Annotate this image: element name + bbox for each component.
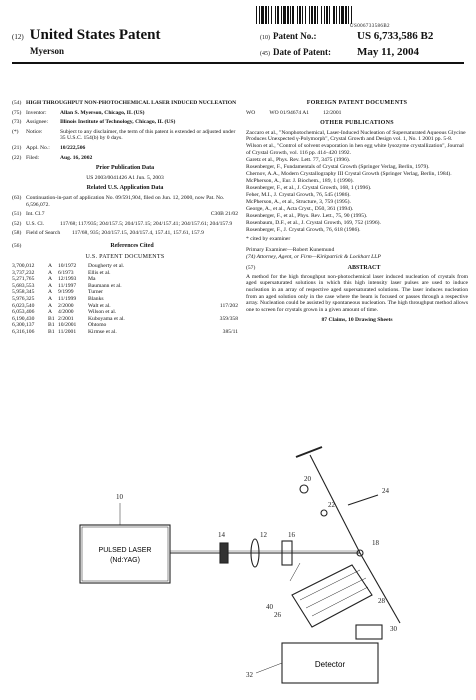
reference-row bbox=[12, 329, 238, 336]
reference-cell: 385/11 bbox=[222, 329, 238, 336]
reference-cell: Blanks bbox=[88, 296, 104, 303]
filed-field: (22) Filed: Aug. 16, 2002 bbox=[12, 155, 238, 162]
related-data-heading: Related U.S. Application Data bbox=[86, 185, 164, 192]
publication-entry: McPherson, A., et al., Structure, 3, 759 (1995). bbox=[246, 198, 351, 205]
reference-cell: 2/2000 bbox=[58, 302, 74, 309]
reference-cell: A bbox=[48, 302, 53, 309]
figure-reference-numeral: 20 bbox=[304, 475, 311, 483]
reference-cell: 5,271,765 bbox=[12, 276, 35, 283]
reference-cell: Dougherty et al. bbox=[88, 263, 125, 270]
abstract-heading: ABSTRACT bbox=[347, 265, 381, 272]
reference-cell: Turner bbox=[88, 289, 104, 296]
patent-number-label: Patent No.: bbox=[273, 31, 317, 41]
detector-head bbox=[356, 625, 382, 639]
related-application: Continuation-in-part of application No. 09/591,904, filed on Jun. 12, 2000, now Pat. No. 6,596,072. bbox=[26, 194, 225, 208]
mirror bbox=[296, 447, 322, 457]
filed-date: Aug. 16, 2002 bbox=[60, 154, 93, 161]
reference-row bbox=[12, 296, 238, 303]
publication-entry: Rosenberger, F., J. Crystal Growth, 76, 618 (1986). bbox=[246, 226, 361, 233]
reference-cell: A bbox=[48, 282, 53, 289]
us-cl-field: (52) U.S. Cl. 117/68; 117/935; 204/157.5; 204/157.15; 204/157.41; 204/157.61; 204/157.9 bbox=[12, 221, 238, 228]
publication-entry: Rosenbaum, D.F., et al., J. Crystal Growth, 169, 752 (1996). bbox=[246, 219, 381, 226]
reference-cell: 4/2000 bbox=[58, 309, 74, 316]
reference-cell: 6,300,137 bbox=[12, 322, 35, 329]
reference-cell: Kuboyama et al. bbox=[88, 315, 125, 322]
reference-cell: A bbox=[48, 289, 53, 296]
application-number: 10/222,506 bbox=[60, 144, 86, 151]
reference-cell: 5,958,345 bbox=[12, 289, 35, 296]
publications-column bbox=[246, 100, 468, 324]
figure-reference-numeral: 28 bbox=[378, 597, 385, 605]
optic-mount-b bbox=[321, 510, 327, 516]
splitter-arm bbox=[348, 495, 378, 505]
reference-cell: Ellis et al. bbox=[88, 269, 111, 276]
publication-entry: Rosenberger, F., et al., Phys. Rev. Lett., 75, 90 (1995). bbox=[246, 212, 368, 219]
publication-entry: Zaccaro et al., "Nonphotochemical, Laser-Induced Nucleation of Supersaturated Aqueous Glycine Produces Unexpected γ-Polymorph", Crystal Growth and Design vol. 1, No. 1 2001 pp. 5-8. bbox=[246, 129, 466, 143]
patent-number: US 6,733,586 B2 bbox=[357, 30, 434, 42]
reference-cell: 3,700,012 bbox=[12, 263, 35, 270]
reference-cell: 6,190,430 bbox=[12, 315, 35, 322]
laser-label: PULSED LASER bbox=[98, 547, 152, 554]
reference-row bbox=[12, 289, 238, 296]
figure-reference-numeral: 22 bbox=[328, 501, 335, 509]
reference-cell: 6,023,540 bbox=[12, 302, 35, 309]
representative-drawing bbox=[60, 395, 440, 695]
application-number-field: (21) Appl. No.: 10/222,506 bbox=[12, 145, 238, 152]
publication-list bbox=[246, 130, 468, 234]
figure-reference-numeral: 40 bbox=[266, 603, 273, 611]
inventor-short: Myerson bbox=[30, 46, 64, 56]
attorney: (74) Attorney, Agent, or Firm—Kirkpatrick & Lockhart LLP bbox=[246, 253, 381, 260]
header-rule bbox=[12, 62, 464, 64]
primary-examiner: Primary Examiner—Robert Kunemund bbox=[246, 246, 335, 253]
reference-row bbox=[12, 270, 238, 277]
figure-reference-numeral: 12 bbox=[260, 531, 267, 539]
publication-entry: Chernov, A.A., Modern Crystallography III Crystal Growth (Springer Verlag, Berlin, 1984). bbox=[246, 170, 452, 177]
reference-cell: Wilson et al. bbox=[88, 309, 117, 316]
foreign-cell: WO 01/94674 A1 bbox=[269, 109, 310, 116]
document-type: United States Patent bbox=[29, 27, 161, 43]
title-field: (54) HIGH THROUGHPUT NON-PHOTOCHEMICAL LASER INDUCED NUCLEATION bbox=[12, 100, 237, 106]
related-application-field: (63) Continuation-in-part of application No. 09/591,904, filed on Jun. 12, 2000, now Pat. No. 6,596,072. bbox=[12, 195, 238, 208]
figure-reference-numeral: 18 bbox=[372, 539, 379, 547]
reference-row bbox=[12, 303, 238, 310]
reference-cell: 117/202 bbox=[219, 302, 238, 309]
country-code: (12) bbox=[12, 33, 24, 41]
references-heading: References Cited bbox=[110, 242, 154, 249]
publication-entry: George, A., et al., Acta Cryst., D50, 361 (1994). bbox=[246, 205, 354, 212]
reference-cell: 12/1993 bbox=[58, 276, 77, 283]
reference-cell bbox=[150, 276, 238, 283]
other-publications-heading: OTHER PUBLICATIONS bbox=[320, 120, 394, 127]
reference-row bbox=[12, 283, 238, 290]
foreign-cell: WO bbox=[246, 109, 256, 116]
figure-reference-numeral: 24 bbox=[382, 487, 389, 495]
notice-field: (*) Notice: Subject to any disclaimer, the term of this patent is extended or adjusted under 35 U.S.C. 154(b) by 0 days. bbox=[12, 129, 238, 142]
prior-publication: US 2003/0041426 A1 Jun. 5, 2003 bbox=[86, 174, 164, 181]
reference-cell: A bbox=[48, 309, 53, 316]
reference-cell bbox=[150, 263, 238, 270]
publication-entry: Feher, M.I., J. Crystal Growth, 76, 545 (1986). bbox=[246, 191, 351, 198]
publication-entry: Wilson et al., "Control of solvent evaporation in hen egg white lysozyme crystallization", Journal of Crystal Growth, vol. 116 pp. 414–420 1992. bbox=[246, 143, 464, 156]
patent-date: May 11, 2004 bbox=[357, 46, 420, 58]
reference-cell bbox=[150, 283, 238, 290]
reference-cell bbox=[150, 296, 238, 303]
abstract-text: A method for the high throughput non-photochemical laser induced nucleation of crystals from aged supersaturated solutions in which this high intensity laser pulses are used to induce nucleation in an array of respective aged supersaturated solutions. The laser induces nucleation from an aged solution only in the case where the beam is focused or passes through a respective array. Nucleation could be assisted by spontaneous nucleation. The high throughput method allows one to screen for crystals grown in a given amount of time. bbox=[246, 273, 468, 313]
reference-cell: 11/2001 bbox=[58, 329, 77, 336]
reference-cell: 11/1999 bbox=[58, 296, 77, 303]
us-patent-documents-heading: U.S. PATENT DOCUMENTS bbox=[85, 253, 165, 260]
sample-array-plate bbox=[292, 565, 372, 627]
figure-reference-numeral: 16 bbox=[288, 531, 295, 539]
figure-reference-numeral: 32 bbox=[246, 671, 253, 679]
figure-reference-numeral: 26 bbox=[274, 611, 281, 619]
reference-cell: 11/1997 bbox=[58, 282, 77, 289]
reference-row bbox=[12, 322, 238, 329]
references-heading-row: (56) References Cited bbox=[12, 243, 238, 250]
biblio-column bbox=[12, 100, 238, 336]
field-of-search: 117/68, 935; 204/157.15, 204/157.4, 157.41, 157.61, 157.9 bbox=[72, 230, 204, 237]
invention-title: HIGH THROUGHPUT NON-PHOTOCHEMICAL LASER INDUCED NUCLEATION bbox=[26, 100, 237, 106]
pulsed-laser-box bbox=[80, 525, 170, 583]
reference-cell: 3,737,232 bbox=[12, 269, 35, 276]
reference-cell: A bbox=[48, 269, 53, 276]
inventor: Allan S. Myerson, Chicago, IL (US) bbox=[60, 109, 145, 116]
reference-row bbox=[12, 309, 238, 316]
reference-cell: 2/2001 bbox=[58, 315, 74, 322]
detector-label: Detector bbox=[314, 660, 346, 669]
patent-title-header bbox=[12, 27, 161, 44]
foreign-cell: 12/2001 bbox=[323, 109, 342, 116]
publication-entry: Rosenberger, F., et al., J. Crystal Growth, 168, 1 (1996). bbox=[246, 184, 372, 191]
field-of-search-field: (58) Field of Search 117/68, 935; 204/157.15, 204/157.4, 157.41, 157.61, 157.9 bbox=[12, 230, 238, 237]
int-cl: C30B 21/02 bbox=[210, 211, 238, 218]
patent-date-line: (45) Date of Patent: May 11, 2004 bbox=[260, 46, 420, 58]
notice: Subject to any disclaimer, the term of this patent is extended or adjusted under 35 U.S.C. 154(b) by 0 days. bbox=[60, 128, 236, 142]
patent-date-label: Date of Patent: bbox=[273, 47, 331, 57]
optic-mount-a bbox=[300, 485, 308, 493]
int-cl-field: (51) Int. Cl.7 C30B 21/02 bbox=[12, 211, 238, 218]
us-cl: 117/68; 117/935; 204/157.5; 204/157.15; 204/157.41; 204/157.61; 204/157.9 bbox=[60, 220, 233, 227]
reference-cell bbox=[150, 322, 238, 329]
foreign-row bbox=[246, 110, 468, 117]
cited-by-examiner: * cited by examiner bbox=[246, 236, 291, 243]
patent-number-line: (10) Patent No.: US 6,733,586 B2 bbox=[260, 30, 434, 42]
claims-summary: 87 Claims, 10 Drawing Sheets bbox=[321, 317, 393, 324]
reference-cell: 5,976,325 bbox=[12, 296, 35, 303]
barcode bbox=[256, 6, 464, 24]
foreign-documents-heading: FOREIGN PATENT DOCUMENTS bbox=[306, 100, 408, 106]
reference-cell: B1 bbox=[48, 329, 55, 336]
reference-cell bbox=[150, 270, 238, 277]
publication-entry: Rosenberger, F., Fundamentals of Crystal Growth (Springer Verlag, Berlin, 1979). bbox=[246, 163, 430, 170]
reference-cell: 6,053,406 bbox=[12, 309, 35, 316]
reference-cell: 6,316,106 bbox=[12, 329, 35, 336]
reference-cell: 10/1972 bbox=[58, 263, 77, 270]
reference-cell: 359/358 bbox=[219, 315, 238, 322]
abstract-heading-row: (57) ABSTRACT bbox=[246, 265, 468, 272]
reference-cell: A bbox=[48, 263, 53, 270]
reference-cell: 5,683,553 bbox=[12, 282, 35, 289]
reference-cell: B1 bbox=[48, 322, 55, 329]
reference-cell: 6/1973 bbox=[58, 269, 74, 276]
barcode-number: US006733586B2 bbox=[350, 24, 390, 29]
inventor-field: (75) Inventor: Allan S. Myerson, Chicago, IL (US) bbox=[12, 110, 238, 117]
reference-cell: 10/2001 bbox=[58, 322, 77, 329]
figure-reference-numeral: 10 bbox=[116, 493, 123, 501]
figure-reference-numeral: 14 bbox=[218, 531, 225, 539]
reference-cell bbox=[150, 309, 238, 316]
reference-cell: A bbox=[48, 296, 53, 303]
prior-publication-heading: Prior Publication Data bbox=[95, 165, 155, 172]
pulsed-laser-inner bbox=[82, 527, 168, 581]
publication-entry: Garetz et al., Phys. Rev. Lett. 77, 3475 (1996). bbox=[246, 156, 351, 163]
reference-cell: B1 bbox=[48, 315, 55, 322]
reference-cell: Ma bbox=[88, 276, 96, 283]
reference-row bbox=[12, 263, 238, 270]
assignee-field: (73) Assignee: Illinois Institute of Technology, Chicago, IL (US) bbox=[12, 119, 238, 126]
publication-entry: McPherson, A., Eur. J. Biochem., 189, 1 (1990). bbox=[246, 177, 354, 184]
reference-cell: Baumann et al. bbox=[88, 282, 122, 289]
foreign-list bbox=[246, 110, 468, 117]
reference-row bbox=[12, 316, 238, 323]
shutter-element bbox=[220, 543, 228, 563]
reference-list bbox=[12, 263, 238, 336]
laser-sublabel: (Nd:YAG) bbox=[110, 557, 140, 564]
assignee: Illinois Institute of Technology, Chicago, IL (US) bbox=[60, 119, 176, 126]
figure-reference-numeral: 30 bbox=[390, 625, 397, 633]
reference-cell: A bbox=[48, 276, 53, 283]
reference-cell: Ohtomo bbox=[88, 322, 107, 329]
reference-cell bbox=[150, 289, 238, 296]
reference-cell: 9/1999 bbox=[58, 289, 74, 296]
reference-cell: Walt et al. bbox=[88, 302, 111, 309]
reference-cell: Kirmse et al. bbox=[88, 329, 117, 336]
reference-row bbox=[12, 276, 238, 283]
